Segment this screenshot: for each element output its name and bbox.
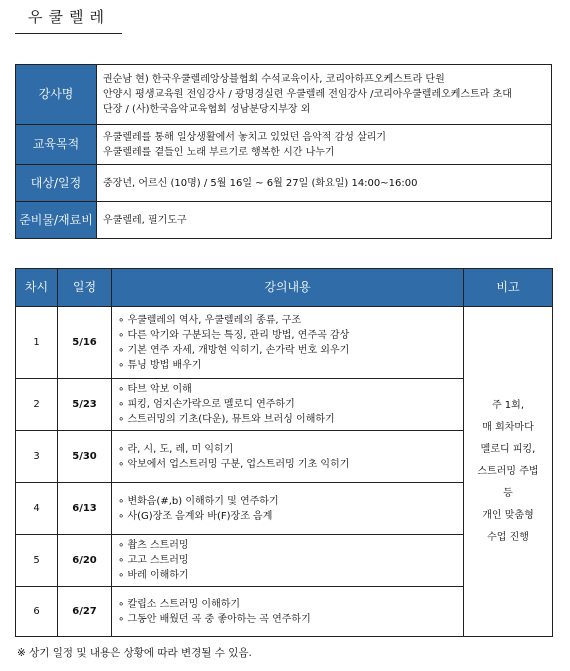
content-item: ∘ 기본 연주 자세, 개방현 익히기, 손가락 번호 외우기 (118, 343, 457, 358)
title-underline (15, 33, 122, 34)
remark-line: 주 1회, (491, 399, 525, 411)
session-date: 6/13 (58, 483, 112, 535)
content-item: ∘ 변화음(#,b) 이해하기 및 연주하기 (118, 494, 457, 509)
remark-line: 등 (503, 487, 513, 499)
header-session: 차시 (16, 269, 58, 307)
session-content (112, 483, 464, 535)
info-label: 대상/일정 (16, 165, 97, 202)
table-row (16, 307, 553, 379)
info-label: 준비물/재료비 (16, 202, 97, 239)
header-date: 일정 (58, 269, 112, 307)
header-content: 강의내용 (112, 269, 464, 307)
content-item: ∘ 라, 시, 도, 레, 미 익히기 (118, 442, 457, 457)
remark-line: 매 회차마다 (482, 421, 534, 433)
content-item: ∘ 촵츠 스트러밍 (118, 538, 457, 553)
remark-line: 개인 맞춤형 (482, 509, 534, 521)
info-label: 강사명 (16, 65, 97, 125)
session-number: 5 (16, 535, 58, 587)
info-row-target (16, 165, 552, 202)
info-label: 교육목적 (16, 125, 97, 165)
info-row-instructor (16, 65, 552, 125)
session-content (112, 535, 464, 587)
info-table (15, 64, 552, 239)
info-line: 안양시 평생교육원 전임강사 / 광명경실련 우쿨렐레 전임강사 /코리아우쿨렐레오케스트라 초대 (103, 89, 512, 100)
info-row-purpose (16, 125, 552, 165)
remark-line: 수업 진행 (487, 531, 529, 543)
session-number: 4 (16, 483, 58, 535)
session-number: 1 (16, 307, 58, 379)
page-title: 우쿨렐레 (28, 8, 110, 26)
content-item: ∘ 고고 스트러밍 (118, 553, 457, 568)
info-value (97, 65, 552, 125)
session-number: 6 (16, 587, 58, 637)
content-item: ∘ 다른 악기와 구분되는 특징, 관리 방법, 연주곡 감상 (118, 328, 457, 343)
session-date: 5/30 (58, 431, 112, 483)
session-content (112, 587, 464, 637)
remarks-cell (464, 307, 553, 637)
remark-line: 멜로디 피킹, (480, 443, 536, 455)
remark-line: 스트러밍 주법 (477, 465, 539, 477)
header-remarks: 비고 (464, 269, 553, 307)
session-number: 2 (16, 379, 58, 431)
footnote: ※ 상기 일정 및 내용은 상황에 따라 변경될 수 있음. (17, 647, 252, 659)
content-item: ∘ 바레 이해하기 (118, 568, 457, 583)
content-item: ∘ 악보에서 업스트러밍 구분, 업스트러밍 기초 익히기 (118, 457, 457, 472)
content-item: ∘ 피킹, 엄지손가락으로 멜로디 연주하기 (118, 397, 457, 412)
session-date: 6/20 (58, 535, 112, 587)
content-item: ∘ 튜닝 방법 배우기 (118, 358, 457, 373)
content-item: ∘ 사(G)장조 음계와 바(F)장조 음계 (118, 509, 457, 524)
info-row-materials (16, 202, 552, 239)
session-content (112, 307, 464, 379)
content-item: ∘ 칼립소 스트러밍 이해하기 (118, 597, 457, 612)
info-line: 우쿨렐레를 통해 일상생활에서 놓치고 있었던 음악적 감성 살리기 (103, 131, 387, 143)
session-date: 6/27 (58, 587, 112, 637)
info-value: 우쿨렐레, 필기도구 (97, 202, 552, 239)
schedule-table (15, 268, 553, 637)
schedule-header-row (16, 269, 553, 307)
content-item: ∘ 스트러밍의 기초(다운), 뮤트와 브러싱 이해하기 (118, 412, 457, 427)
session-date: 5/23 (58, 379, 112, 431)
info-line: 우쿨렐레를 곁들인 노래 부르기로 행복한 시간 나누기 (103, 146, 335, 158)
content-item: ∘ 그동안 배웠던 곡 중 좋아하는 곡 연주하기 (118, 612, 457, 627)
session-date: 5/16 (58, 307, 112, 379)
content-item: ∘ 타브 악보 이해 (118, 382, 457, 397)
info-line: 권순남 현) 한국우쿨렐레앙상블협회 수석교육이사, 코리아하프오케스트라 단원 (103, 74, 445, 85)
info-value (97, 125, 552, 165)
info-value: 중장년, 어르신 (10명) / 5월 16일 ~ 6월 27일 (화요일) 14:00~16:00 (97, 165, 552, 202)
session-number: 3 (16, 431, 58, 483)
session-content (112, 431, 464, 483)
content-item: ∘ 우쿨렐레의 역사, 우쿨렐레의 종류, 구조 (118, 313, 457, 328)
session-content (112, 379, 464, 431)
info-line: 단장 / (사)한국음악교육협회 성남분당지부장 외 (103, 104, 311, 115)
